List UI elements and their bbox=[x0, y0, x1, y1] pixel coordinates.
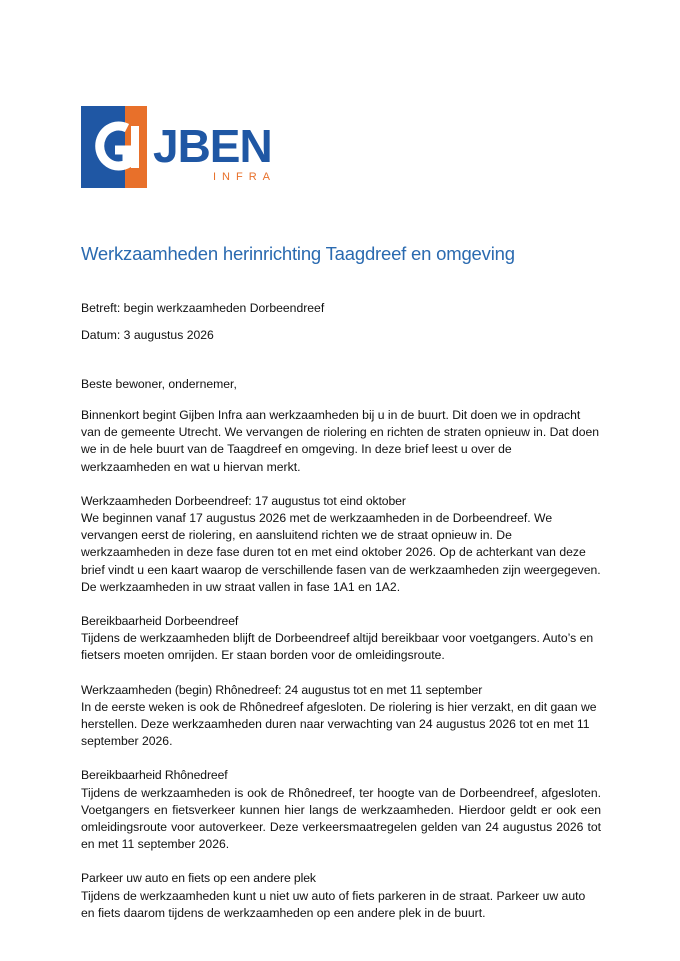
gijben-logo-icon bbox=[81, 106, 291, 188]
subject-value: : begin werkzaamheden Dorbeendreef bbox=[116, 301, 325, 315]
svg-text:JBEN: JBEN bbox=[153, 120, 272, 172]
section-heading: Werkzaamheden Dorbeendreef: 17 augustus tot eind oktober bbox=[81, 493, 406, 508]
section-text: In de eerste weken is ook de Rhônedreef afgesloten. De riolering is hier verzakt, en dit gaan we herstellen. Deze werkzaamheden duren naar verwachting van 24 augustus 2026 tot en met 11 september 2026. bbox=[81, 699, 597, 749]
section-rhonedreef-works bbox=[81, 682, 601, 751]
section-text: Tijdens de werkzaamheden blijft de Dorbeendreef altijd bereikbaar voor voetgangers. Auto’s en fietsers moeten omrijden. Er staan borden voor de omleidingsroute. bbox=[81, 631, 594, 663]
letter-body bbox=[81, 407, 601, 939]
section-heading: Parkeer uw auto en fiets op een andere plek bbox=[81, 871, 316, 886]
section-text: We beginnen vanaf 17 augustus 2026 met de werkzaamheden in de Dorbeendreef. We vervangen eerst de riolering, en aansluitend richten we de straat opnieuw in. De werkzaamheden in deze fase duren tot en met eind oktober 2026. Op de achterkant van deze brief vindt u een kaart waarop de verschillende fasen van de werkzaamheden zijn weergegeven. De werkzaamheden in uw straat vallen in fase 1A1 en 1A2. bbox=[81, 511, 601, 594]
date-line bbox=[81, 328, 214, 342]
section-heading: Bereikbaarheid Rhônedreef bbox=[81, 768, 228, 783]
section-dorbeendreef-access bbox=[81, 613, 601, 665]
company-logo bbox=[81, 106, 291, 188]
date-label: Datum bbox=[81, 328, 117, 342]
section-rhonedreef-access bbox=[81, 767, 601, 853]
section-text: Tijdens de werkzaamheden is ook de Rhônedreef, ter hoogte van de Dorbeendreef, afgesloten. Voetgangers en fietsverkeer kunnen hier langs de werkzaamheden. Hierdoor geldt er ook een omleidingsroute voor autoverkeer. Deze verkeersmaatregelen gelden van 24 augustus 2026 tot en met 11 september 2026. bbox=[81, 785, 601, 852]
section-heading: Bereikbaarheid Dorbeendreef bbox=[81, 614, 239, 629]
section-parking bbox=[81, 870, 601, 922]
svg-text:INFRA: INFRA bbox=[213, 171, 276, 183]
subject-line bbox=[81, 301, 324, 315]
page-title: Werkzaamheden herinrichting Taagdreef en omgeving bbox=[81, 243, 515, 264]
section-dorbeendreef-works bbox=[81, 493, 601, 596]
salutation: Beste bewoner, ondernemer, bbox=[81, 377, 237, 391]
subject-label: Betreft bbox=[81, 301, 117, 315]
date-value: : 3 augustus 2026 bbox=[116, 328, 214, 342]
section-heading: Werkzaamheden (begin) Rhônedreef: 24 augustus tot en met 11 september bbox=[81, 682, 483, 697]
intro-paragraph: Binnenkort begint Gijben Infra aan werkzaamheden bij u in de buurt. Dit doen we in opdracht van de gemeente Utrecht. We vervangen de riolering en richten de straten opnieuw in. Dat doen we in de hele buurt van de Taagdreef en omgeving. In deze brief leest u over de werkzaamheden en wat u hiervan merkt. bbox=[81, 408, 600, 474]
section-text: Tijdens de werkzaamheden kunt u niet uw auto of fiets parkeren in de straat. Parkeer uw auto en fiets daarom tijdens de werkzaamheden op een andere plek in de buurt. bbox=[81, 888, 586, 920]
